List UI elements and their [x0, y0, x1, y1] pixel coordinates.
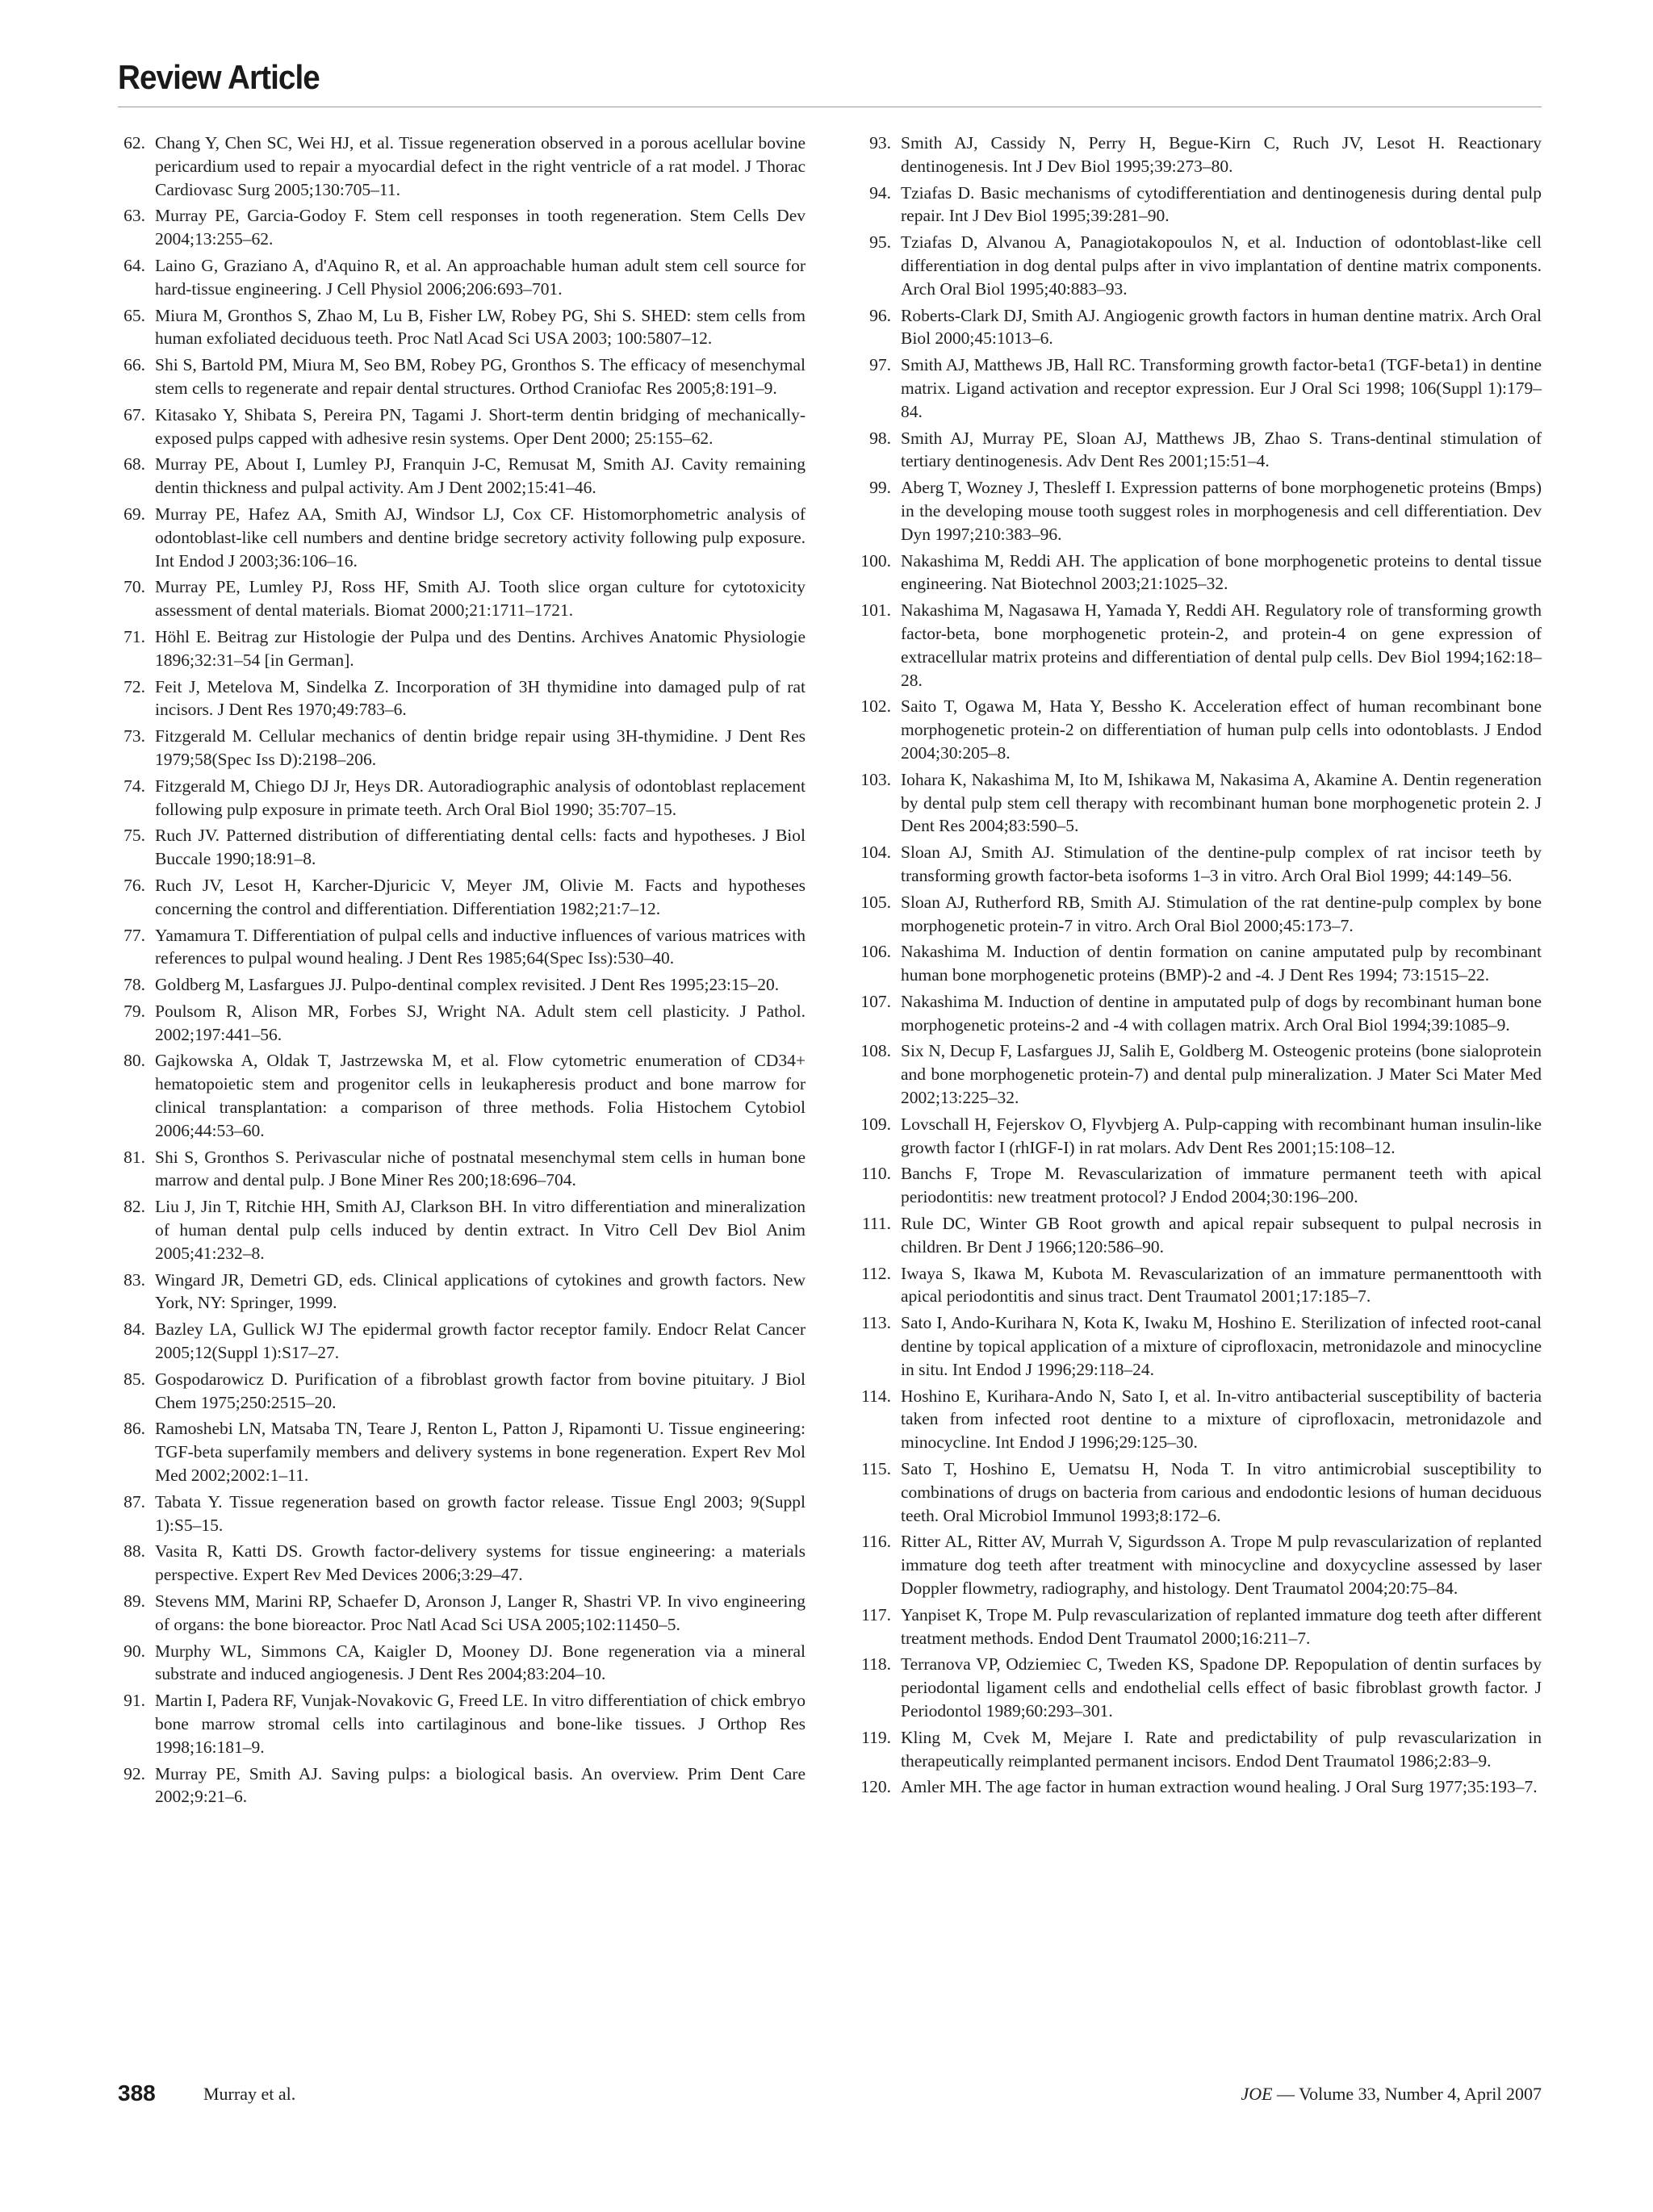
reference-number: 70. — [123, 577, 145, 597]
reference-item — [118, 725, 806, 771]
reference-item — [118, 924, 806, 971]
reference-text: Amler MH. The age factor in human extraction wound healing. J Oral Surg 1977;35:193–7. — [901, 1777, 1538, 1797]
reference-number: 93. — [869, 133, 891, 153]
reference-text: Fitzgerald M, Chiego DJ Jr, Heys DR. Autoradiographic analysis of odontoblast replacement following pulp exposure in primate teeth. Arch Oral Biol 1990; 35:707–15. — [155, 776, 806, 819]
references-column-left — [118, 132, 806, 1812]
section-title: Review Article — [118, 58, 320, 96]
reference-item — [118, 1318, 806, 1365]
reference-text: Shi S, Gronthos S. Perivascular niche of postnatal mesenchymal stem cells in human bone marrow and dental pulp. J Bone Miner Res 200;18:696–704. — [155, 1147, 806, 1190]
reference-number: 119. — [861, 1727, 891, 1747]
reference-item — [118, 353, 806, 400]
reference-item — [854, 353, 1542, 423]
reference-number: 99. — [869, 478, 891, 498]
reference-number: 120. — [860, 1777, 891, 1797]
reference-number: 104. — [860, 843, 891, 863]
reference-number: 103. — [860, 769, 891, 789]
reference-number: 94. — [869, 182, 891, 203]
reference-text: Gospodarowicz D. Purification of a fibroblast growth factor from bovine pituitary. J Biol Chem 1975;250:2515–20. — [155, 1369, 806, 1412]
reference-text: Sato T, Hoshino E, Uematsu H, Noda T. In vitro antimicrobial susceptibility to combinations of drugs on bacteria from carious and endodontic lesions of human deciduous teeth. Oral Microbiol Immunol 1993;8:172–6. — [901, 1459, 1542, 1525]
reference-number: 98. — [869, 428, 891, 448]
reference-text: Banchs F, Trope M. Revascularization of immature permanent teeth with apical periodontitis: new treatment protocol? J Endod 2004;30:196–200. — [901, 1164, 1542, 1207]
reference-text: Stevens MM, Marini RP, Schaefer D, Aronson J, Langer R, Shastri VP. In vivo engineering of organs: the bone bioreactor. Proc Natl Acad Sci USA 2005;102:11450–5. — [155, 1591, 806, 1634]
reference-text: Murray PE, Garcia-Godoy F. Stem cell responses in tooth regeneration. Stem Cells Dev 2004;13:255–62. — [155, 206, 806, 249]
reference-number: 97. — [869, 355, 891, 375]
reference-text: Tabata Y. Tissue regeneration based on growth factor release. Tissue Engl 2003; 9(Suppl 1):S5–15. — [155, 1491, 806, 1535]
reference-number: 102. — [860, 696, 891, 717]
reference-number: 116. — [861, 1532, 891, 1552]
reference-number: 91. — [123, 1691, 145, 1711]
reference-item — [118, 973, 806, 997]
reference-item — [118, 1590, 806, 1637]
reference-item — [118, 1640, 806, 1687]
reference-text: Six N, Decup F, Lasfargues JJ, Salih E, Goldberg M. Osteogenic proteins (bone sialoprotein and bone morphogenetic protein-7) and dental pulp mineralization. J Mater Sci Mater Med 2002;13:225–32. — [901, 1041, 1542, 1108]
reference-item — [118, 1491, 806, 1537]
reference-item — [118, 1146, 806, 1193]
reference-item — [854, 990, 1542, 1037]
reference-number: 105. — [860, 892, 891, 912]
reference-item — [854, 841, 1542, 888]
reference-number: 109. — [860, 1114, 891, 1134]
reference-item — [118, 824, 806, 871]
reference-text: Smith AJ, Matthews JB, Hall RC. Transforming growth factor-beta1 (TGF-beta1) in dentine matrix. Ligand activation and receptor expression. Eur J Oral Sci 1998; 106(Suppl 1):179–84. — [901, 355, 1542, 421]
reference-text: Murray PE, Smith AJ. Saving pulps: a biological basis. An overview. Prim Dent Care 2002;9:21–6. — [155, 1763, 806, 1807]
reference-text: Höhl E. Beitrag zur Histologie der Pulpa und des Dentins. Archives Anatomic Physiologie 1896;32:31–54 [in German]. — [155, 626, 806, 670]
reference-text: Iohara K, Nakashima M, Ito M, Ishikawa M, Nakasima A, Akamine A. Dentin regeneration by dental pulp stem cell therapy with recombinant human bone morphogenetic protein 2. J Dent Res 2004;83:590–5. — [901, 769, 1542, 836]
reference-number: 84. — [123, 1319, 145, 1340]
reference-text: Ramoshebi LN, Matsaba TN, Teare J, Renton L, Patton J, Ripamonti U. Tissue engineering: TGF-beta superfamily members and delivery systems in bone regeneration. Expert Rev Mol Med 2002;2002:1–11. — [155, 1419, 806, 1486]
reference-number: 65. — [123, 305, 145, 325]
reference-text: Gajkowska A, Oldak T, Jastrzewska M, et al. Flow cytometric enumeration of CD34+ hematopoietic stem and progenitor cells in leukapheresis product and bone marrow for clinical transplantation: a comparison of three methods. Folia Histochem Cytobiol 2006;44:53–60. — [155, 1051, 806, 1140]
reference-item — [854, 550, 1542, 596]
reference-text: Miura M, Gronthos S, Zhao M, Lu B, Fisher LW, Robey PG, Shi S. SHED: stem cells from human exfoliated deciduous teeth. Proc Natl Acad Sci USA 2003; 100:5807–12. — [155, 305, 806, 349]
reference-text: Iwaya S, Ikawa M, Kubota M. Revascularization of an immature permanenttooth with apical periodontitis and sinus tract. Dent Traumatol 2001;17:185–7. — [901, 1263, 1542, 1307]
reference-item — [854, 182, 1542, 228]
reference-item — [854, 1162, 1542, 1209]
running-authors: Murray et al. — [203, 2084, 296, 2104]
reference-item — [854, 1039, 1542, 1109]
reference-number: 106. — [860, 942, 891, 962]
reference-number: 64. — [123, 255, 145, 275]
reference-item — [854, 599, 1542, 692]
reference-number: 85. — [123, 1369, 145, 1389]
reference-number: 118. — [861, 1654, 891, 1675]
reference-item — [854, 1530, 1542, 1599]
reference-text: Murphy WL, Simmons CA, Kaigler D, Mooney DJ. Bone regeneration via a mineral substrate and induced angiogenesis. J Dent Res 2004;83:204–10. — [155, 1641, 806, 1684]
reference-item — [854, 1775, 1542, 1799]
reference-number: 101. — [860, 600, 891, 621]
reference-item — [118, 1269, 806, 1315]
reference-number: 79. — [123, 1001, 145, 1021]
journal-name: JOE — [1241, 2084, 1273, 2104]
reference-number: 112. — [861, 1263, 891, 1283]
reference-number: 78. — [123, 975, 145, 995]
reference-item — [118, 1195, 806, 1265]
reference-item — [854, 695, 1542, 764]
reference-number: 80. — [123, 1051, 145, 1071]
reference-item — [854, 132, 1542, 178]
reference-number: 90. — [123, 1641, 145, 1661]
reference-text: Nakashima M. Induction of dentine in amputated pulp of dogs by recombinant human bone morphogenetic proteins-2 and -4 with collagen matrix. Arch Oral Biol 1994;39:1085–9. — [901, 991, 1542, 1035]
reference-item — [854, 1726, 1542, 1773]
reference-item — [118, 404, 806, 450]
reference-item — [118, 874, 806, 921]
reference-text: Kitasako Y, Shibata S, Pereira PN, Tagami J. Short-term dentin bridging of mechanically-exposed pulps capped with adhesive resin systems. Oper Dent 2000; 25:155–62. — [155, 404, 806, 448]
reference-number: 77. — [123, 925, 145, 945]
reference-text: Vasita R, Katti DS. Growth factor-delivery systems for tissue engineering: a materials perspective. Expert Rev Med Devices 2006;3:29–47. — [155, 1541, 806, 1585]
reference-item — [118, 1762, 806, 1809]
reference-text: Murray PE, Lumley PJ, Ross HF, Smith AJ. Tooth slice organ culture for cytotoxicity assessment of dental materials. Biomat 2000;21:1711–1721. — [155, 577, 806, 621]
reference-item — [854, 1311, 1542, 1381]
reference-number: 87. — [123, 1491, 145, 1512]
reference-text: Aberg T, Wozney J, Thesleff I. Expression patterns of bone morphogenetic proteins (Bmps) in the developing mouse tooth suggest roles in morphogenesis and cell differentiation. Dev Dyn 1997;210:383–96. — [901, 478, 1542, 544]
reference-item — [854, 427, 1542, 474]
reference-item — [854, 1385, 1542, 1454]
reference-item — [118, 1368, 806, 1415]
reference-number: 73. — [123, 726, 145, 746]
reference-number: 100. — [860, 550, 891, 571]
reference-number: 71. — [123, 626, 145, 646]
reference-text: Terranova VP, Odziemiec C, Tweden KS, Spadone DP. Repopulation of dentin surfaces by periodontal ligament cells and endothelial cells effect of basic fibroblast growth factor. J Periodontol 1989;60:293–301. — [901, 1654, 1542, 1721]
reference-text: Kling M, Cvek M, Mejare I. Rate and predictability of pulp revascularization in therapeutically reimplanted permanent incisors. Endod Dent Traumatol 1986;2:83–9. — [901, 1727, 1542, 1771]
reference-item — [854, 476, 1542, 546]
reference-number: 81. — [123, 1147, 145, 1167]
reference-item — [118, 775, 806, 822]
page-number: 388 — [118, 2080, 156, 2105]
reference-text: Ritter AL, Ritter AV, Murrah V, Sigurdsson A. Trope M pulp revascularization of replanted immature dog teeth after treatment with minocycline and doxycycline assessed by laser Doppler flowmetry, radiography, and histology. Dent Traumatol 2004;20:75–84. — [901, 1532, 1542, 1599]
reference-text: Yamamura T. Differentiation of pulpal cells and inductive influences of various matrices with references to pulpal wound healing. J Dent Res 1985;64(Spec Iss):530–40. — [155, 925, 806, 968]
reference-text: Fitzgerald M. Cellular mechanics of dentin bridge repair using 3H-thymidine. J Dent Res 1979;58(Spec Iss D):2198–206. — [155, 726, 806, 769]
reference-item — [854, 768, 1542, 838]
reference-item — [854, 1113, 1542, 1160]
references-column-right — [854, 132, 1542, 1802]
reference-number: 86. — [123, 1419, 145, 1439]
reference-text: Roberts-Clark DJ, Smith AJ. Angiogenic growth factors in human dentine matrix. Arch Oral Biol 2000;45:1013–6. — [901, 305, 1542, 349]
reference-item — [118, 503, 806, 572]
reference-text: Martin I, Padera RF, Vunjak-Novakovic G, Freed LE. In vitro differentiation of chick embryo bone marrow stromal cells into cartilaginous and bone-like tissues. J Orthop Res 1998;16:181–9. — [155, 1691, 806, 1757]
reference-item — [118, 304, 806, 351]
reference-number: 82. — [123, 1197, 145, 1217]
reference-number: 62. — [123, 133, 145, 153]
reference-item — [854, 940, 1542, 987]
reference-item — [118, 1000, 806, 1047]
reference-number: 88. — [123, 1541, 145, 1562]
reference-item — [854, 231, 1542, 300]
reference-item — [854, 1212, 1542, 1259]
reference-item — [854, 1604, 1542, 1650]
reference-text: Bazley LA, Gullick WJ The epidermal growth factor receptor family. Endocr Relat Cancer 2005;12(Suppl 1):S17–27. — [155, 1319, 806, 1363]
reference-text: Laino G, Graziano A, d'Aquino R, et al. An approachable human adult stem cell source for hard-tissue engineering. J Cell Physiol 2006;206:693–701. — [155, 255, 806, 299]
reference-item — [854, 1653, 1542, 1722]
reference-text: Sloan AJ, Rutherford RB, Smith AJ. Stimulation of the rat dentine-pulp complex by bone morphogenetic protein-7 in vitro. Arch Oral Biol 2000;45:173–7. — [901, 892, 1542, 935]
reference-text: Nakashima M, Nagasawa H, Yamada Y, Reddi AH. Regulatory role of transforming growth factor-beta, bone morphogenetic protein-2, and protein-4 on gene expression of extracellular matrix proteins and differentiation of dental pulp cells. Dev Biol 1994;162:18–28. — [901, 600, 1542, 690]
reference-text: Lovschall H, Fejerskov O, Flyvbjerg A. Pulp-capping with recombinant human insulin-like growth factor I (rhIGF-I) in rat molars. Adv Dent Res 2001;15:108–12. — [901, 1114, 1542, 1157]
reference-number: 113. — [861, 1313, 891, 1333]
reference-item — [854, 891, 1542, 938]
reference-text: Tziafas D. Basic mechanisms of cytodifferentiation and dentinogenesis during dental pulp repair. Int J Dev Biol 1995;39:281–90. — [901, 182, 1542, 226]
reference-item — [854, 1262, 1542, 1309]
reference-number: 107. — [860, 991, 891, 1011]
reference-number: 110. — [861, 1164, 891, 1184]
reference-number: 114. — [861, 1386, 891, 1406]
reference-text: Sloan AJ, Smith AJ. Stimulation of the dentine-pulp complex of rat incisor teeth by transforming growth factor-beta isoforms 1–3 in vitro. Arch Oral Biol 1999; 44:149–56. — [901, 843, 1542, 885]
reference-item — [118, 625, 806, 672]
reference-text: Yanpiset K, Trope M. Pulp revascularization of replanted immature dog teeth after different treatment methods. Endod Dent Traumatol 2000;16:211–7. — [901, 1604, 1542, 1648]
reference-text: Hoshino E, Kurihara-Ando N, Sato I, et al. In-vitro antibacterial susceptibility of bacteria taken from infected root dentine to a mixture of ciprofloxacin, metronidazole and minocycline. Int Endod J 1996;29:125–30. — [901, 1386, 1542, 1453]
reference-number: 108. — [860, 1041, 891, 1061]
reference-item — [118, 575, 806, 622]
reference-text: Goldberg M, Lasfargues JJ. Pulpo-dentinal complex revisited. J Dent Res 1995;23:15–20. — [155, 975, 780, 995]
reference-text: Rule DC, Winter GB Root growth and apical repair subsequent to pulpal necrosis in children. Br Dent J 1966;120:586–90. — [901, 1214, 1542, 1257]
journal-citation — [1241, 2084, 1542, 2105]
reference-text: Nakashima M, Reddi AH. The application of bone morphogenetic proteins to dental tissue engineering. Nat Biotechnol 2003;21:1025–32. — [901, 550, 1542, 594]
reference-text: Liu J, Jin T, Ritchie HH, Smith AJ, Clarkson BH. In vitro differentiation and mineralization of human dental pulp cells induced by dentin extract. In Vitro Cell Dev Biol Anim 2005;41:232–8. — [155, 1197, 806, 1263]
reference-item — [118, 1049, 806, 1142]
reference-item — [118, 132, 806, 201]
reference-text: Sato I, Ando-Kurihara N, Kota K, Iwaku M, Hoshino E. Sterilization of infected root-canal dentine by topical application of a mixture of ciprofloxacin, metronidazole and minocycline in situ. Int Endod J 1996;29:118–24. — [901, 1313, 1542, 1379]
reference-number: 67. — [123, 404, 145, 424]
reference-number: 83. — [123, 1269, 145, 1290]
reference-number: 69. — [123, 504, 145, 524]
reference-number: 76. — [123, 875, 145, 895]
journal-issue: — Volume 33, Number 4, April 2007 — [1272, 2084, 1542, 2104]
reference-item — [118, 1689, 806, 1758]
reference-item — [118, 1540, 806, 1587]
reference-number: 92. — [123, 1763, 145, 1783]
reference-text: Nakashima M. Induction of dentin formation on canine amputated pulp by recombinant human bone morphogenetic proteins (BMP)-2 and -4. J Dent Res 1994; 73:1515–22. — [901, 942, 1542, 985]
reference-number: 95. — [869, 232, 891, 253]
reference-text: Feit J, Metelova M, Sindelka Z. Incorporation of 3H thymidine into damaged pulp of rat incisors. J Dent Res 1970;49:783–6. — [155, 676, 806, 720]
reference-text: Chang Y, Chen SC, Wei HJ, et al. Tissue regeneration observed in a porous acellular bovine pericardium used to repair a myocardial defect in the right ventricle of a rat model. J Thorac Cardiovasc Surg 2005;130:705–11. — [155, 133, 806, 199]
reference-item — [118, 1417, 806, 1487]
reference-number: 75. — [123, 826, 145, 846]
reference-text: Murray PE, Hafez AA, Smith AJ, Windsor LJ, Cox CF. Histomorphometric analysis of odontoblast-like cell numbers and dentine bridge secretory activity following pulp exposure. Int Endod J 2003;36:106–16. — [155, 504, 806, 571]
reference-number: 117. — [861, 1604, 891, 1625]
reference-text: Murray PE, About I, Lumley PJ, Franquin J-C, Remusat M, Smith AJ. Cavity remaining dentin thickness and pulpal activity. Am J Dent 2002;15:41–46. — [155, 454, 806, 498]
reference-item — [854, 1457, 1542, 1527]
reference-number: 68. — [123, 454, 145, 475]
reference-text: Poulsom R, Alison MR, Forbes SJ, Wright NA. Adult stem cell plasticity. J Pathol. 2002;197:441–56. — [155, 1001, 806, 1044]
reference-text: Shi S, Bartold PM, Miura M, Seo BM, Robey PG, Gronthos S. The efficacy of mesenchymal stem cells to regenerate and repair dental structures. Orthod Craniofac Res 2005;8:191–9. — [155, 355, 806, 398]
reference-number: 89. — [123, 1591, 145, 1612]
reference-text: Saito T, Ogawa M, Hata Y, Bessho K. Acceleration effect of human recombinant bone morphogenetic protein-2 on differentiation of human pulp cells into odontoblasts. J Endod 2004;30:205–8. — [901, 696, 1542, 763]
reference-item — [118, 453, 806, 500]
reference-text: Smith AJ, Murray PE, Sloan AJ, Matthews JB, Zhao S. Trans-dentinal stimulation of tertiary dentinogenesis. Adv Dent Res 2001;15:51–4. — [901, 428, 1542, 471]
reference-text: Ruch JV. Patterned distribution of differentiating dental cells: facts and hypotheses. J Biol Buccale 1990;18:91–8. — [155, 826, 806, 869]
reference-text: Tziafas D, Alvanou A, Panagiotakopoulos N, et al. Induction of odontoblast-like cell differentiation in dog dental pulps after in vivo implantation of dentine matrix components. Arch Oral Biol 1995;40:883–93. — [901, 232, 1542, 299]
reference-number: 74. — [123, 776, 145, 796]
reference-number: 66. — [123, 355, 145, 375]
reference-number: 72. — [123, 676, 145, 696]
reference-item — [854, 304, 1542, 351]
reference-item — [118, 675, 806, 722]
reference-text: Ruch JV, Lesot H, Karcher-Djuricic V, Meyer JM, Olivie M. Facts and hypotheses concerning the control and differentiation. Differentiation 1982;21:7–12. — [155, 875, 806, 918]
reference-item — [118, 204, 806, 251]
reference-number: 111. — [861, 1214, 891, 1234]
reference-text: Wingard JR, Demetri GD, eds. Clinical applications of cytokines and growth factors. New York, NY: Springer, 1999. — [155, 1269, 806, 1313]
reference-number: 96. — [869, 305, 891, 325]
reference-number: 115. — [861, 1459, 891, 1479]
reference-text: Smith AJ, Cassidy N, Perry H, Begue-Kirn C, Ruch JV, Lesot H. Reactionary dentinogenesis. Int J Dev Biol 1995;39:273–80. — [901, 133, 1542, 176]
reference-number: 63. — [123, 206, 145, 226]
reference-item — [118, 254, 806, 301]
